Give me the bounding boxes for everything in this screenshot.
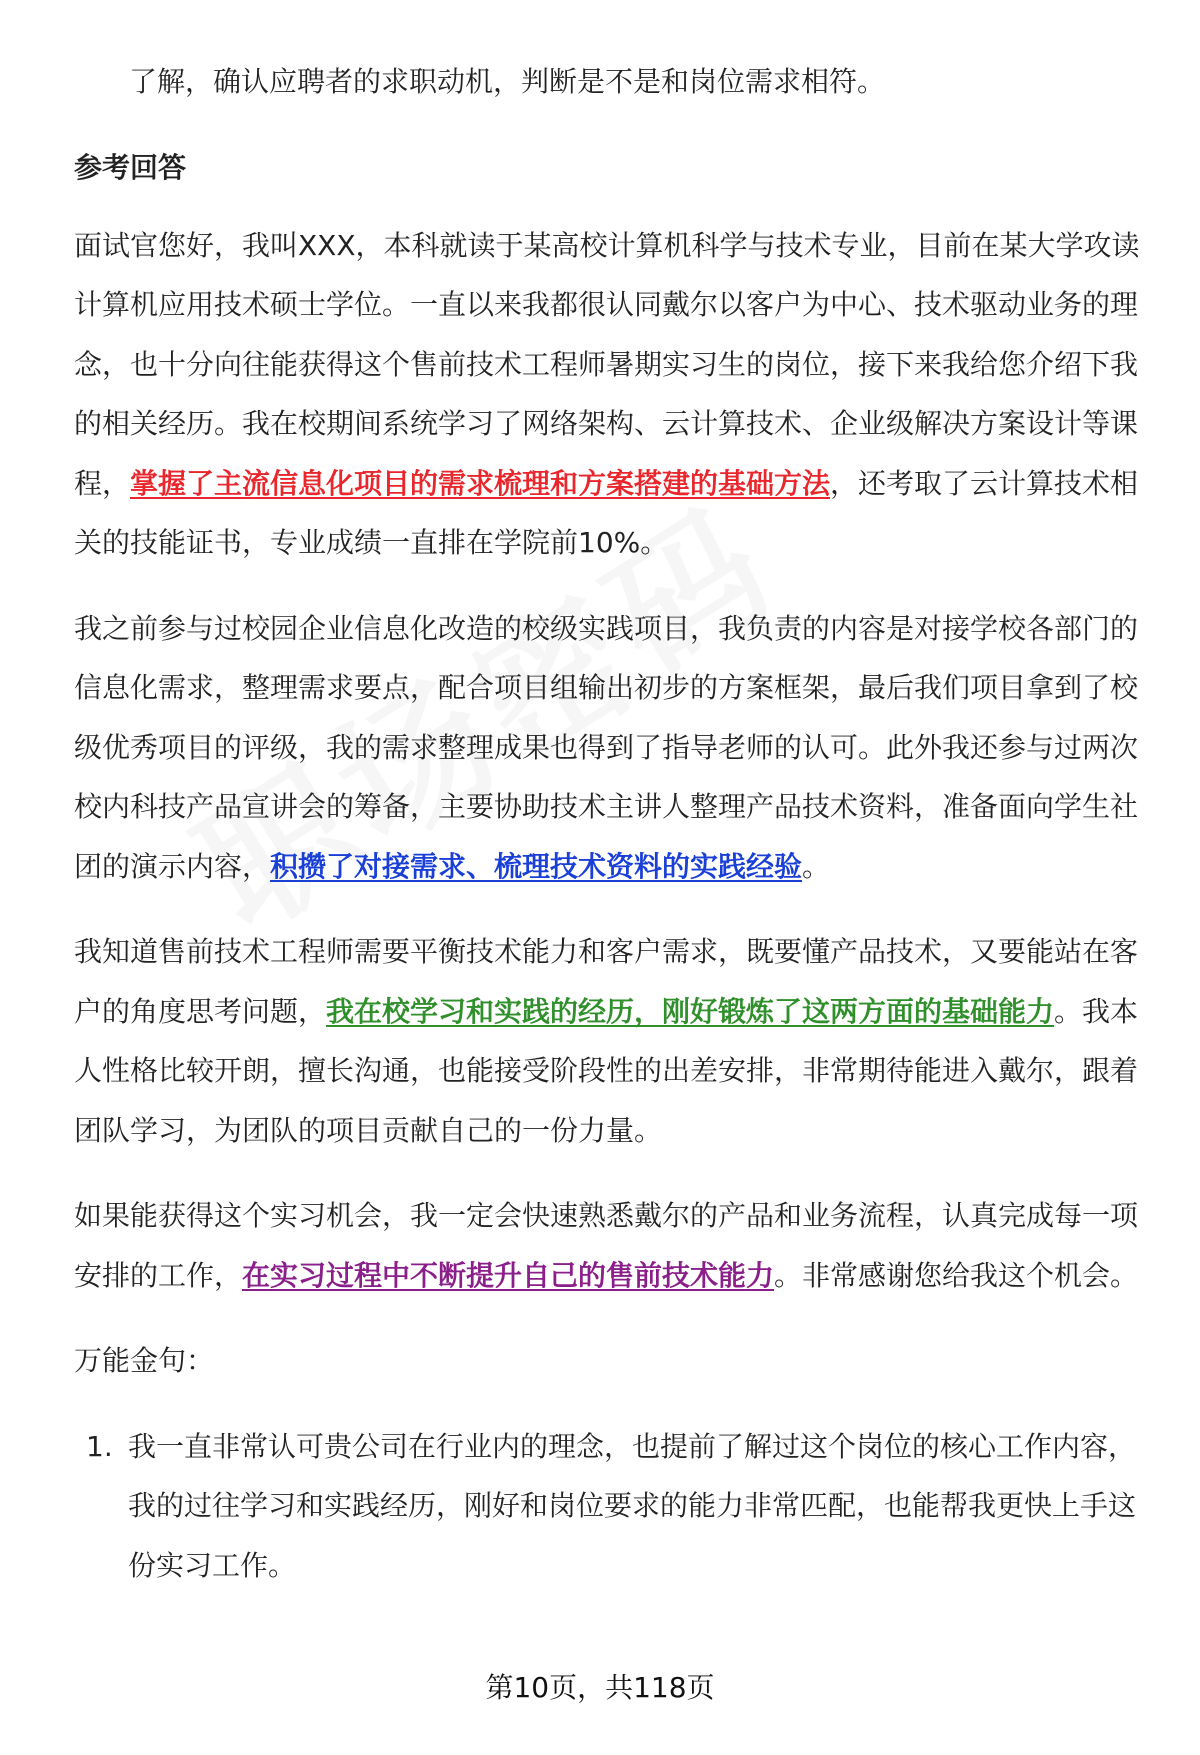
intro-tail-text: 了解，确认应聘者的求职动机，判断是不是和岗位需求相符。 xyxy=(129,65,886,98)
paragraph-text: 我知道售前技术工程师需要平衡技术能力和客户需求，既要懂产品技术，又要能站在客户的角度思考问题， xyxy=(74,935,1139,1028)
paragraph-text: 我之前参与过校园企业信息化改造的校级实践项目，我负责的内容是对接学校各部门的信息化需求，整理需求要点，配合项目组输出初步的方案框架，最后我们项目拿到了校级优秀项目的评级，我的需求整理成果也得到了指导老师的认可。此外我还参与过两次校内科技产品宣讲会的筹备，主要协助技术主讲人整理产品技术资料，准备面向学生社团的演示内容， xyxy=(74,611,1139,883)
list-item-number: 1. xyxy=(86,1429,113,1463)
answer-paragraph-1 xyxy=(74,216,1149,573)
paragraph-text: 。 xyxy=(802,849,831,883)
list-item xyxy=(74,1417,1149,1596)
content-area xyxy=(74,52,1149,1595)
list-item-text: 我一直非常认可贵公司在行业内的理念，也提前了解过这个岗位的核心工作内容，我的过往学习和实践经历，刚好和岗位要求的能力非常匹配，也能帮我更快上手这份实习工作。 xyxy=(128,1429,1137,1582)
golden-phrases-title: 万能金句： xyxy=(74,1344,215,1377)
paragraph-text: 。我本人性格比较开朗，擅长沟通，也能接受阶段性的出差安排，非常期待能进入戴尔，跟着团队学习，为团队的项目贡献自己的一份力量。 xyxy=(74,994,1139,1147)
highlight-green: 我在校学习和实践的经历，刚好锻炼了这两方面的基础能力 xyxy=(326,994,1055,1028)
paragraph-text: 。非常感谢您给我这个机会。 xyxy=(774,1258,1139,1292)
answer-paragraph-4 xyxy=(74,1186,1149,1305)
answer-paragraph-2 xyxy=(74,599,1149,897)
paragraph-text: 面试官您好，我叫XXX，本科就读于某高校计算机科学与技术专业，目前在某大学攻读计算机应用技术硕士学位。一直以来我都很认同戴尔以客户为中心、技术驱动业务的理念，也十分向往能获得这个售前技术工程师暑期实习生的岗位，接下来我给您介绍下我的相关经历。我在校期间系统学习了网络架构、云计算技术、企业级解决方案设计等课程， xyxy=(74,228,1140,500)
highlight-red: 掌握了主流信息化项目的需求梳理和方案搭建的基础方法 xyxy=(130,466,831,500)
golden-phrases-list xyxy=(74,1417,1149,1596)
paragraph-text: ，还考取了云计算技术相关的技能证书，专业成绩一直排在学院前10%。 xyxy=(74,466,1139,559)
highlight-blue: 积攒了对接需求、梳理技术资料的实践经验 xyxy=(270,849,803,883)
paragraph-text: 如果能获得这个实习机会，我一定会快速熟悉戴尔的产品和业务流程，认真完成每一项安排的工作， xyxy=(74,1199,1139,1292)
section-title: 参考回答 xyxy=(74,150,187,184)
answer-paragraph-3 xyxy=(74,922,1149,1160)
highlight-purple: 在实习过程中不断提升自己的售前技术能力 xyxy=(242,1258,775,1292)
page-footer: 第10页，共118页 xyxy=(485,1671,715,1704)
